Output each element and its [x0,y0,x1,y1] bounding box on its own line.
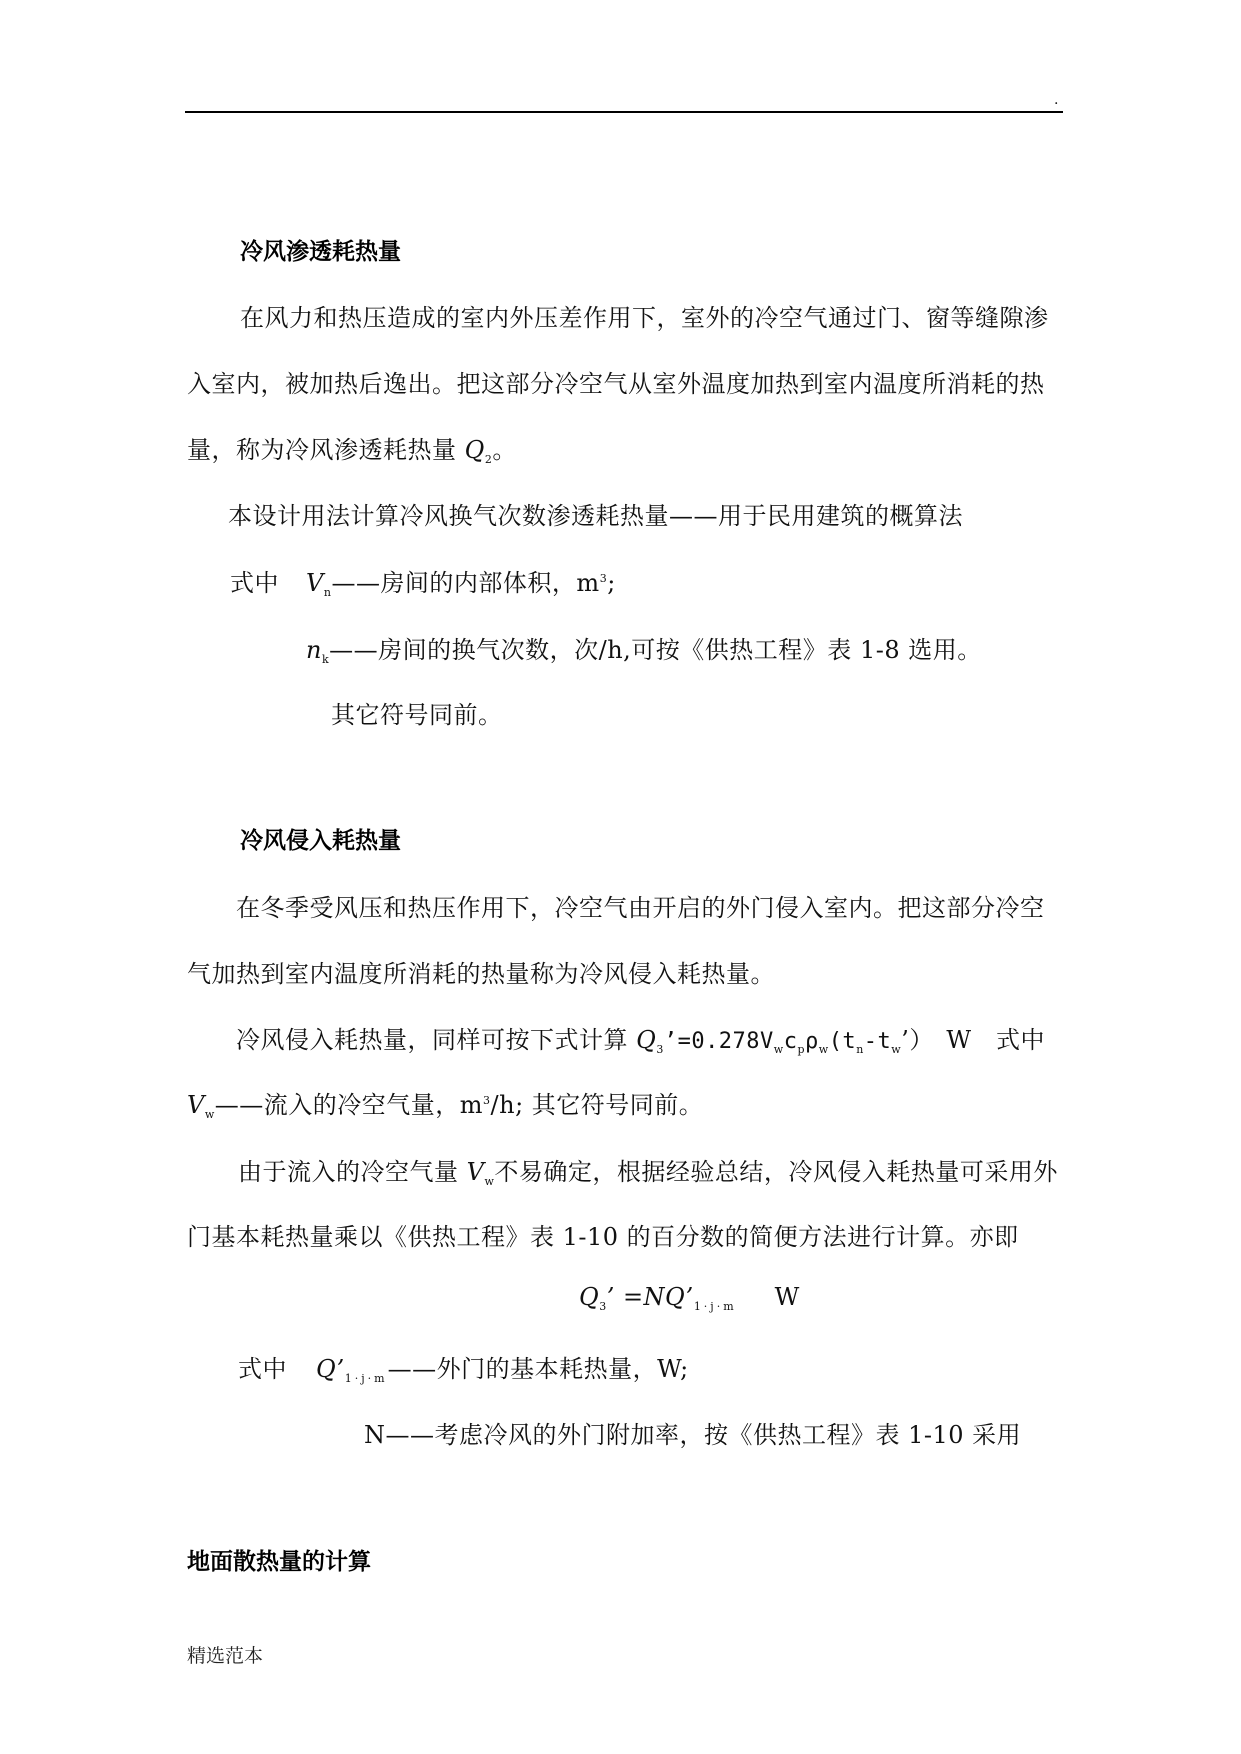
paragraph-line: 本设计用法计算冷风换气次数渗透耗热量——用于民用建筑的概算法 [228,502,963,530]
paragraph-line: 在风力和热压造成的室内外压差作用下，室外的冷空气通过门、窗等缝隙渗 [240,304,1049,332]
symbol-definition-q1jm: $Q’_{1\cdot j\cdot m}——$外门的基本耗热量，W; [316,1355,689,1385]
symbol-definition-n: N——考虑冷风的外门附加率，按《供热工程》表 1-10 采用 [364,1421,1022,1449]
page-footer: 精选范本 [187,1645,264,1667]
section-title-ground-heat: 地面散热量的计算 [187,1549,371,1575]
where-label: 式中 [238,1355,287,1383]
paragraph-line: 量，称为冷风渗透耗热量 $Q_2$。 [187,436,517,466]
paragraph-line: 其它符号同前。 [331,701,503,729]
header-rule [185,111,1063,113]
paragraph-line: 气加热到室内温度所消耗的热量称为冷风侵入耗热量。 [187,960,775,988]
symbol-definition-nk: $n_k——$房间的换气次数，次/h,可按《供热工程》表 1-8 选用。 [306,636,982,666]
section-title-cold-air-intrusion: 冷风侵入耗热量 [240,828,401,854]
paragraph-line-formula: 冷风侵入耗热量，同样可按下式计算 $Q_3’=0.278V_wc_p\rho_w(t_n-t_w’)$ W 式中 [236,1026,1045,1056]
symbol-definition-vw: $V_w——$流入的冷空气量，$m^3/h$; 其它符号同前。 [187,1091,704,1121]
paragraph-line: 门基本耗热量乘以《供热工程》表 1-10 的百分数的简便方法进行计算。亦即 [187,1223,1019,1251]
section-title-cold-air-infiltration: 冷风渗透耗热量 [240,239,401,265]
equation: $Q_3$’ $=NQ’_{1\cdot j\cdot m}$ W [579,1283,800,1313]
where-label: 式中 [230,569,279,597]
header-dot: . [1054,92,1059,108]
paragraph-line: 在冬季受风压和热压作用下，冷空气由开启的外门侵入室内。把这部分冷空 [236,894,1045,922]
symbol-definition-vn: $V_n——$房间的内部体积，$m^3$; [306,569,616,599]
paragraph-line: 由于流入的冷空气量 $V_w$不易确定，根据经验总结，冷风侵入耗热量可采用外 [238,1158,1058,1188]
paragraph-line: 入室内，被加热后逸出。把这部分冷空气从室外温度加热到室内温度所消耗的热 [187,370,1045,398]
